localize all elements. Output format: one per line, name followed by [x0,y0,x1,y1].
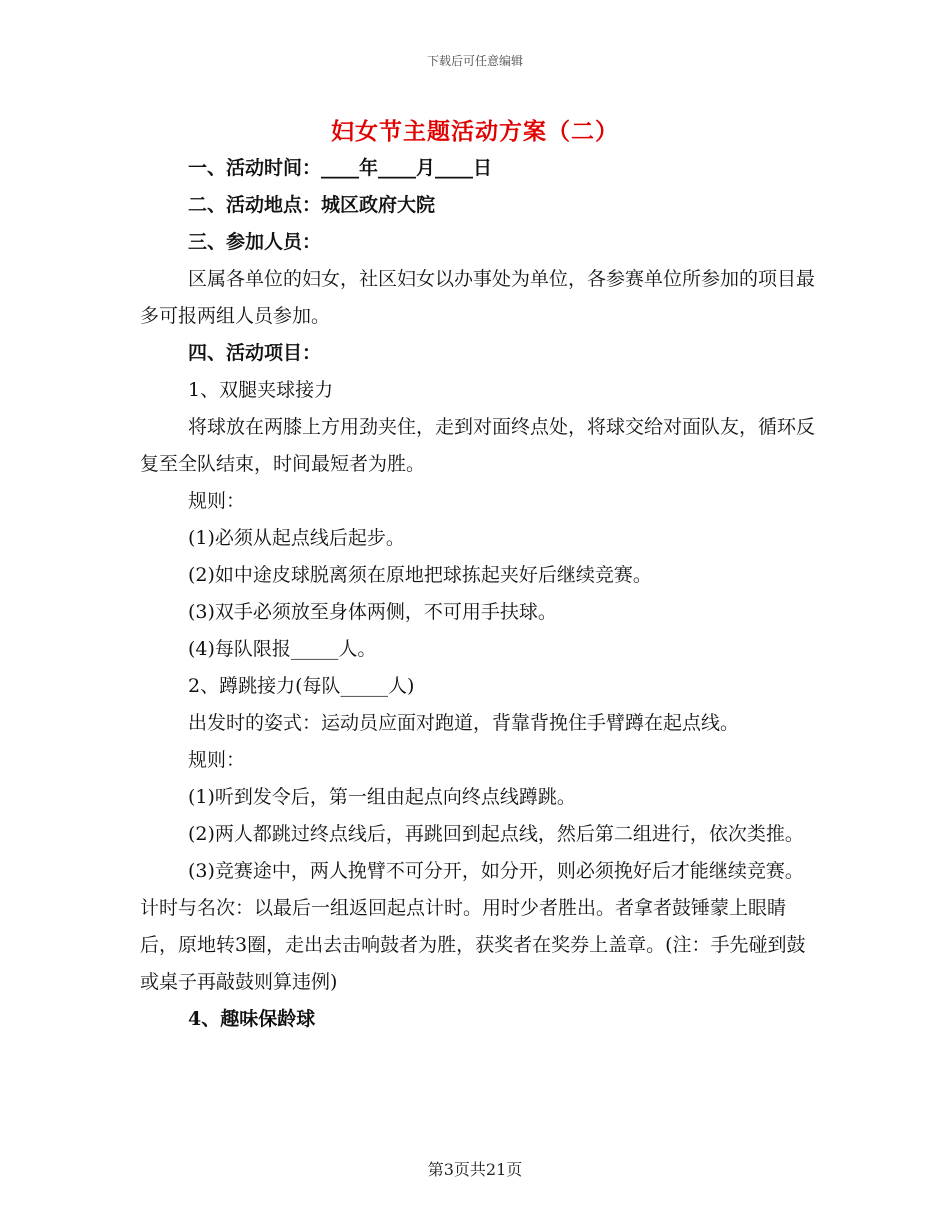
item1-rule-2: (2)如中途皮球脱离须在原地把球拣起夹好后继续竞赛。 [188,564,652,586]
section-people-text: 区属各单位的妇女，社区妇女以办事处为单位，各参赛单位所参加的项目最多可报两组人员参加。 [140,268,816,327]
item1-rule-3: (3)双手必须放至身体两侧，不可用手扶球。 [188,601,557,623]
page-footer: 第3页共21页 [427,1160,523,1179]
section-items-heading: 四、活动项目： [188,342,322,364]
item2-title: 2、蹲跳接力(每队_____人) [188,675,415,697]
item1-title: 1、双腿夹球接力 [188,379,334,401]
section-place: 二、活动地点：城区政府大院 [188,194,436,216]
page-header: 下载后可任意编辑 [426,54,523,68]
section-time: 一、活动时间：____年____月____日 [188,157,493,179]
item4-title: 4、趣味保龄球 [188,1008,316,1030]
item1-rule-4: (4)每队限报_____人。 [188,638,377,660]
item2-rule-2: (2)两人都跳过终点线后，再跳回到起点线，然后第二组进行，依次类推。 [188,823,804,845]
item2-rule-3: (3)竞赛途中，两人挽臂不可分开，如分开，则必须挽好后才能继续竞赛。计时与名次：以最后一组返回起点计时。用时少者胜出。者拿者鼓锤蒙上眼睛后，原地转3圈，走出去击响鼓者为胜，获奖者在奖券上盖章。(注：手先碰到鼓或桌子再敲鼓则算违例) [140,860,806,993]
item1-rules-label: 规则： [188,490,246,512]
item2-description: 出发时的姿式：运动员应面对跑道，背靠背挽住手臂蹲在起点线。 [188,712,740,734]
item1-rule-1: (1)必须从起点线后起步。 [188,527,405,549]
item2-rules-label: 规则： [188,749,246,771]
item1-description: 将球放在两膝上方用劲夹住，走到对面终点处，将球交给对面队友，循环反复至全队结束，时间最短者为胜。 [140,416,816,475]
document-body [140,150,815,1038]
item2-rule-1: (1)听到发令后，第一组由起点向终点线蹲跳。 [188,786,576,808]
section-people-heading: 三、参加人员： [188,231,322,253]
document-title: 妇女节主题活动方案（二） [331,118,619,145]
